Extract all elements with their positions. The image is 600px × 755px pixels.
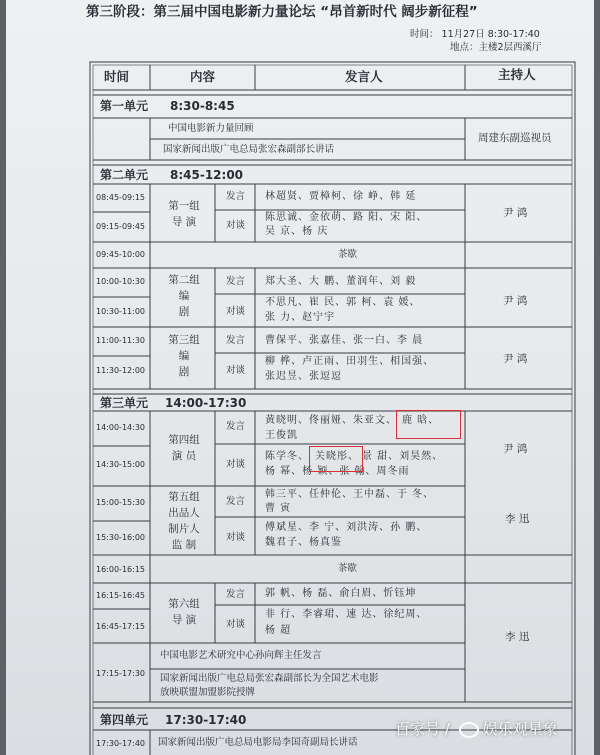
- group-3-speakers: 曹保平、张嘉佳、张一白、李 晨: [265, 335, 424, 346]
- discuss-label: 对谈: [226, 459, 246, 470]
- time-slot: 15:00-15:30: [96, 498, 145, 507]
- page-title: 第三阶段：第三届中国电影新力量论坛 “昂首新时代 阔步新征程”: [86, 4, 478, 20]
- time-slot: 15:30-16:00: [96, 533, 145, 542]
- time-slot: 08:45-09:15: [96, 193, 145, 202]
- column-header-speaker: 发言人: [345, 69, 383, 84]
- speak-label: 发言: [226, 276, 246, 287]
- group-4-speaker-highlighted: 鹿 晗、: [402, 415, 440, 426]
- discuss-label: 对谈: [226, 532, 246, 543]
- time-slot: 17:30-17:40: [96, 739, 145, 748]
- unit-1-label: 第一单元: [100, 99, 149, 113]
- speak-label: 发言: [226, 191, 246, 202]
- group-1-discussants-1: 陈思诚、金依萌、路 阳、宋 阳、: [265, 212, 428, 223]
- group-3-title: 第三组: [168, 334, 200, 346]
- tea-break: 茶歇: [338, 249, 358, 260]
- discuss-label: 对谈: [226, 365, 246, 376]
- watermark: [395, 718, 558, 739]
- group-3-host: 尹 鸿: [503, 353, 528, 365]
- group-6-discussants-1: 非 行、李睿珺、速 达、徐纪周、: [265, 609, 428, 620]
- tea-break: 茶歇: [338, 563, 358, 574]
- group-4-discussants-2: 杨 幂、杨 颖、张 翰、周冬雨: [265, 466, 410, 477]
- group-5-title: 第五组: [168, 491, 200, 503]
- highlight-box-speaker: [396, 410, 461, 439]
- group-2-role-2: 剧: [178, 306, 190, 318]
- watermark-left: 百家号: [395, 720, 441, 738]
- time-slot: 17:15-17:30: [96, 669, 145, 678]
- unit-2-label: 第二单元: [100, 168, 149, 182]
- watermark-separator: /: [440, 720, 455, 738]
- group-5-host: 李 迅: [505, 513, 530, 525]
- closing-award-2: 放映联盟加盟影院授牌: [160, 687, 256, 698]
- unit-4-time: 17:30-17:40: [165, 713, 247, 727]
- column-header-content: 内容: [190, 69, 216, 84]
- unit-1-host: 周建东副巡视员: [478, 132, 552, 144]
- group-5-speakers-2: 曹 寅: [265, 503, 292, 514]
- group-3-discussants-2: 张迟昱、张逗逗: [265, 371, 342, 382]
- group-5-speakers-1: 韩三平、任仲伦、王中磊、于 冬、: [265, 489, 435, 500]
- discuss-label: 对谈: [226, 306, 246, 317]
- time-slot: 14:00-14:30: [96, 423, 145, 432]
- discuss-label: 对谈: [226, 619, 246, 630]
- group-6-discussants-2: 杨 超: [265, 625, 292, 636]
- group-3-role-1: 编: [178, 350, 190, 362]
- highlight-box-discussant: [309, 446, 363, 472]
- group-2-host: 尹 鸿: [503, 295, 528, 307]
- watermark-right: 娱乐观星象: [482, 720, 558, 738]
- event-time: 时间： 11月27日 8:30-17:40: [410, 29, 540, 40]
- event-location: 地点：主楼2层西溪厅: [450, 42, 542, 53]
- group-5-role-3: 监 制: [171, 539, 197, 551]
- unit-4-speech: 国家新闻出版广电总局电影局李国奇副局长讲话: [158, 737, 358, 748]
- group-1-host: 尹 鸿: [503, 207, 528, 219]
- group-5-discussants-2: 魏君子、杨真鉴: [265, 537, 342, 548]
- speak-label: 发言: [226, 589, 246, 600]
- group-4-title: 第四组: [168, 434, 200, 446]
- group-1-discussants-2: 吴 京、杨 庆: [265, 226, 329, 237]
- group-3-role-2: 剧: [178, 366, 190, 378]
- time-slot: 16:15-16:45: [96, 591, 145, 600]
- time-slot: 09:45-10:00: [96, 250, 145, 259]
- time-slot: 14:30-15:00: [96, 460, 145, 469]
- group-3-discussants-1: 柳 桦、卢正雨、田羽生、相国强、: [265, 356, 435, 367]
- group-6-speakers: 郭 帆、杨 磊、俞白眉、忻钰坤: [265, 588, 417, 599]
- unit-3-label: 第三单元: [100, 396, 149, 410]
- group-6-host: 李 迅: [505, 631, 530, 643]
- unit-2-time: 8:45-12:00: [170, 168, 244, 182]
- group-2-role-1: 编: [178, 290, 190, 302]
- group-1-title: 第一组: [168, 200, 200, 212]
- speak-label: 发言: [226, 421, 246, 432]
- time-slot: 16:00-16:15: [96, 565, 145, 574]
- column-header-time: 时间: [104, 69, 130, 84]
- time-slot: 10:30-11:00: [96, 307, 145, 316]
- discuss-label: 对谈: [226, 220, 246, 231]
- time-slot: 16:45-17:15: [96, 622, 145, 631]
- group-4-discussants-1b: 景 甜、刘昊然、: [362, 451, 444, 462]
- group-4-discussants-1a: 陈学冬、: [265, 451, 309, 462]
- closing-speech: 中国电影艺术研究中心孙向辉主任发言: [160, 650, 322, 661]
- unit-3-time: 14:00-17:30: [165, 396, 247, 410]
- group-5-role-2: 制片人: [168, 523, 200, 535]
- group-6-role: 导 演: [171, 614, 197, 626]
- group-4-speakers-1: 黄晓明、佟丽娅、朱亚文、: [265, 415, 397, 426]
- group-2-discussants-1: 不思凡、崔 民、郭 柯、袁 媛、: [265, 297, 421, 308]
- group-2-title: 第二组: [168, 274, 200, 286]
- unit-1-item-review: 中国电影新力量回顾: [168, 123, 254, 134]
- unit-4-label: 第四单元: [100, 713, 149, 727]
- time-slot: 11:00-11:30: [96, 336, 145, 345]
- speak-label: 发言: [226, 335, 246, 346]
- group-1-role: 导 演: [171, 216, 197, 228]
- group-4-discussant-highlighted: 关晓彤、: [315, 451, 359, 462]
- unit-1-item-speech: 国家新闻出版广电总局张宏森副部长讲话: [163, 144, 335, 155]
- group-2-speakers: 郑大圣、大 鹏、董润年、刘 毅: [265, 276, 417, 287]
- time-slot: 09:15-09:45: [96, 222, 145, 231]
- group-1-speakers: 林超贤、贾樟柯、徐 峥、韩 延: [265, 191, 417, 202]
- speak-label: 发言: [226, 496, 246, 507]
- group-2-discussants-2: 张 力、赵宁宇: [265, 312, 336, 323]
- group-4-host: 尹 鸿: [503, 443, 528, 455]
- time-slot: 10:00-10:30: [96, 277, 145, 286]
- group-4-role: 演 员: [171, 450, 197, 462]
- column-header-host: 主持人: [498, 67, 536, 82]
- group-6-title: 第六组: [168, 598, 200, 610]
- group-5-discussants-1: 傅斌星、李 宁、刘洪涛、孙 鹏、: [265, 522, 428, 533]
- unit-1-time: 8:30-8:45: [170, 99, 235, 113]
- group-5-role-1: 出品人: [168, 507, 200, 519]
- group-4-speakers-2: 王俊凯: [265, 430, 298, 441]
- time-slot: 11:30-12:00: [96, 366, 145, 375]
- closing-award-1: 国家新闻出版广电总局张宏森副部长为全国艺术电影: [160, 673, 379, 684]
- paw-logo-icon: [459, 722, 479, 738]
